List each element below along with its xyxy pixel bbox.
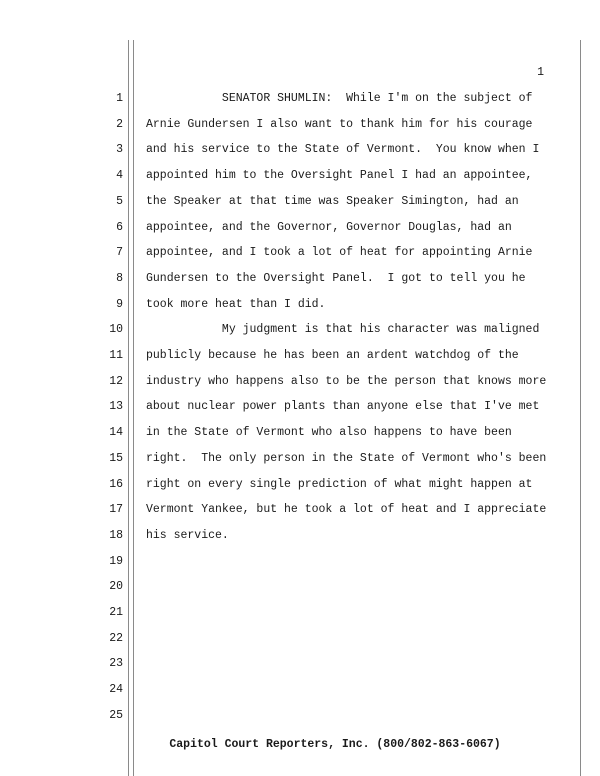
line-number: 14 <box>109 426 123 439</box>
line-number: 23 <box>109 657 123 670</box>
line-number: 10 <box>109 323 123 336</box>
line-number: 8 <box>116 272 123 285</box>
line-number: 16 <box>109 478 123 491</box>
transcript-line: and his service to the State of Vermont. You know when I <box>146 143 540 156</box>
line-number: 11 <box>109 349 123 362</box>
transcript-line: about nuclear power plants than anyone else that I've met <box>146 400 540 413</box>
margin-rule-left-outer <box>128 40 129 776</box>
line-number: 4 <box>116 169 123 182</box>
line-number: 9 <box>116 298 123 311</box>
line-number: 15 <box>109 452 123 465</box>
line-number: 3 <box>116 143 123 156</box>
margin-rule-left-inner <box>133 40 134 776</box>
margin-rule-right <box>580 40 581 776</box>
transcript-line: right. The only person in the State of Vermont who's been <box>146 452 547 465</box>
line-number: 6 <box>116 221 123 234</box>
transcript-line: the Speaker at that time was Speaker Simington, had an <box>146 195 519 208</box>
line-number: 12 <box>109 375 123 388</box>
transcript-line: his service. <box>146 529 229 542</box>
line-number: 1 <box>116 92 123 105</box>
line-number: 25 <box>109 709 123 722</box>
transcript-line: My judgment is that his character was maligned <box>146 323 540 336</box>
line-number: 18 <box>109 529 123 542</box>
transcript-line: appointee, and the Governor, Governor Douglas, had an <box>146 221 512 234</box>
transcript-line: appointee, and I took a lot of heat for appointing Arnie <box>146 246 533 259</box>
line-number: 7 <box>116 246 123 259</box>
transcript-line: industry who happens also to be the person that knows more <box>146 375 547 388</box>
line-number: 13 <box>109 400 123 413</box>
transcript-line: Arnie Gundersen I also want to thank him for his courage <box>146 118 533 131</box>
transcript-line: in the State of Vermont who also happens to have been <box>146 426 512 439</box>
line-number: 5 <box>116 195 123 208</box>
transcript-line: appointed him to the Oversight Panel I had an appointee, <box>146 169 533 182</box>
transcript-line: SENATOR SHUMLIN: While I'm on the subject of <box>146 92 533 105</box>
page-number: 1 <box>537 66 544 79</box>
line-number: 20 <box>109 580 123 593</box>
footer-reporter-info: Capitol Court Reporters, Inc. (800/802-863-6067) <box>169 738 501 751</box>
line-number: 2 <box>116 118 123 131</box>
line-number: 24 <box>109 683 123 696</box>
transcript-line: Gundersen to the Oversight Panel. I got to tell you he <box>146 272 526 285</box>
line-number: 22 <box>109 632 123 645</box>
line-number: 21 <box>109 606 123 619</box>
transcript-line: publicly because he has been an ardent watchdog of the <box>146 349 519 362</box>
transcript-line: took more heat than I did. <box>146 298 326 311</box>
line-number: 17 <box>109 503 123 516</box>
line-number: 19 <box>109 555 123 568</box>
transcript-line: right on every single prediction of what might happen at <box>146 478 533 491</box>
transcript-line: Vermont Yankee, but he took a lot of heat and I appreciate <box>146 503 547 516</box>
